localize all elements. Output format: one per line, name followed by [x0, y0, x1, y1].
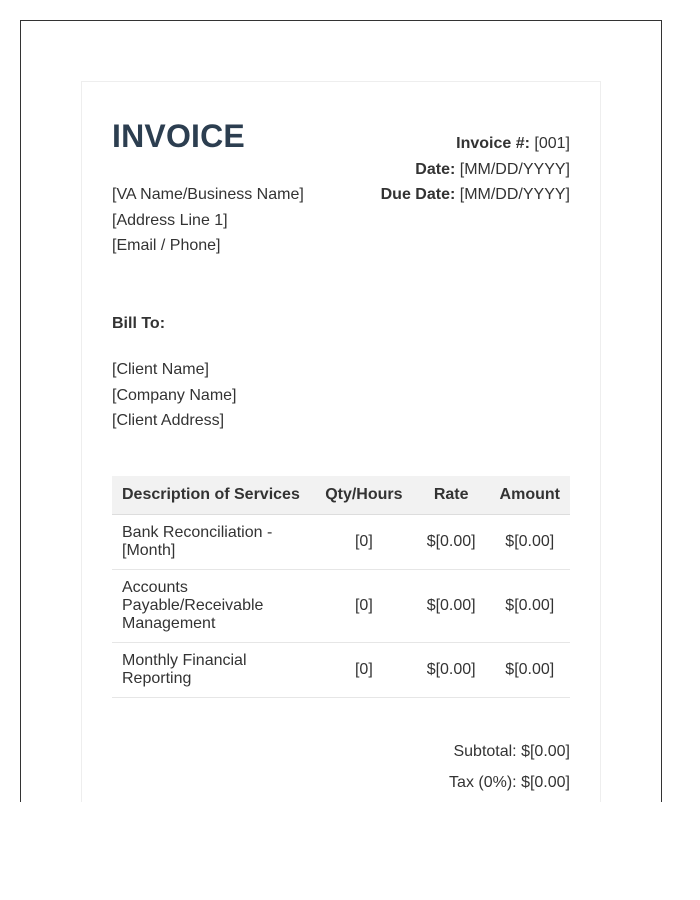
invoice-date-label: Date: [415, 160, 456, 178]
sender-name: [VA Name/Business Name] [112, 186, 304, 203]
totals [449, 736, 570, 798]
invoice-number-label: Invoice #: [456, 135, 530, 152]
invoice-number-value: [001] [529, 135, 570, 152]
row-amount: $[0.00] [490, 570, 570, 643]
header-amount: Amount [490, 476, 570, 515]
services-table [112, 476, 570, 698]
sender-contact: [Email / Phone] [112, 237, 221, 254]
sender-address: [Address Line 1] [112, 211, 228, 229]
invoice-number-line [381, 131, 570, 157]
row-rate: $[0.00] [413, 570, 490, 643]
header-rate: Rate [413, 476, 490, 515]
client-address: [Client Address] [112, 412, 225, 429]
page-cutoff [0, 802, 700, 900]
subtotal: Subtotal: $[0.00] [453, 743, 570, 760]
row-qty: [0] [315, 570, 413, 643]
table-row [112, 570, 570, 643]
table-row [112, 515, 570, 570]
client-name: [Client Name] [112, 361, 209, 378]
invoice-date-value: [MM/DD/YYYY] [455, 160, 570, 178]
sender-info [112, 182, 304, 259]
client-company: [Company Name] [112, 386, 237, 404]
row-rate: $[0.00] [413, 643, 490, 698]
row-qty: [0] [315, 643, 413, 698]
invoice-meta [381, 131, 570, 208]
table-row [112, 643, 570, 698]
invoice-due-date-label: Due Date: [380, 186, 456, 203]
invoice-title: INVOICE [112, 118, 245, 154]
row-description: Accounts Payable/Receivable Management [112, 570, 315, 643]
bill-to-heading: Bill To: [112, 315, 166, 332]
row-description: Monthly Financial Reporting [112, 643, 315, 698]
table-header-row [112, 476, 570, 515]
row-amount: $[0.00] [490, 515, 570, 570]
invoice-due-date-line [381, 182, 570, 208]
row-amount: $[0.00] [490, 643, 570, 698]
client-info [112, 357, 237, 434]
tax: Tax (0%): $[0.00] [449, 774, 570, 791]
header-description: Description of Services [112, 476, 315, 515]
invoice-due-date-value: [MM/DD/YYYY] [455, 186, 570, 203]
row-rate: $[0.00] [413, 515, 490, 570]
row-qty: [0] [315, 515, 413, 570]
row-description: Bank Reconciliation - [Month] [112, 515, 315, 570]
header-qty: Qty/Hours [315, 476, 413, 515]
invoice-date-line [381, 157, 570, 183]
